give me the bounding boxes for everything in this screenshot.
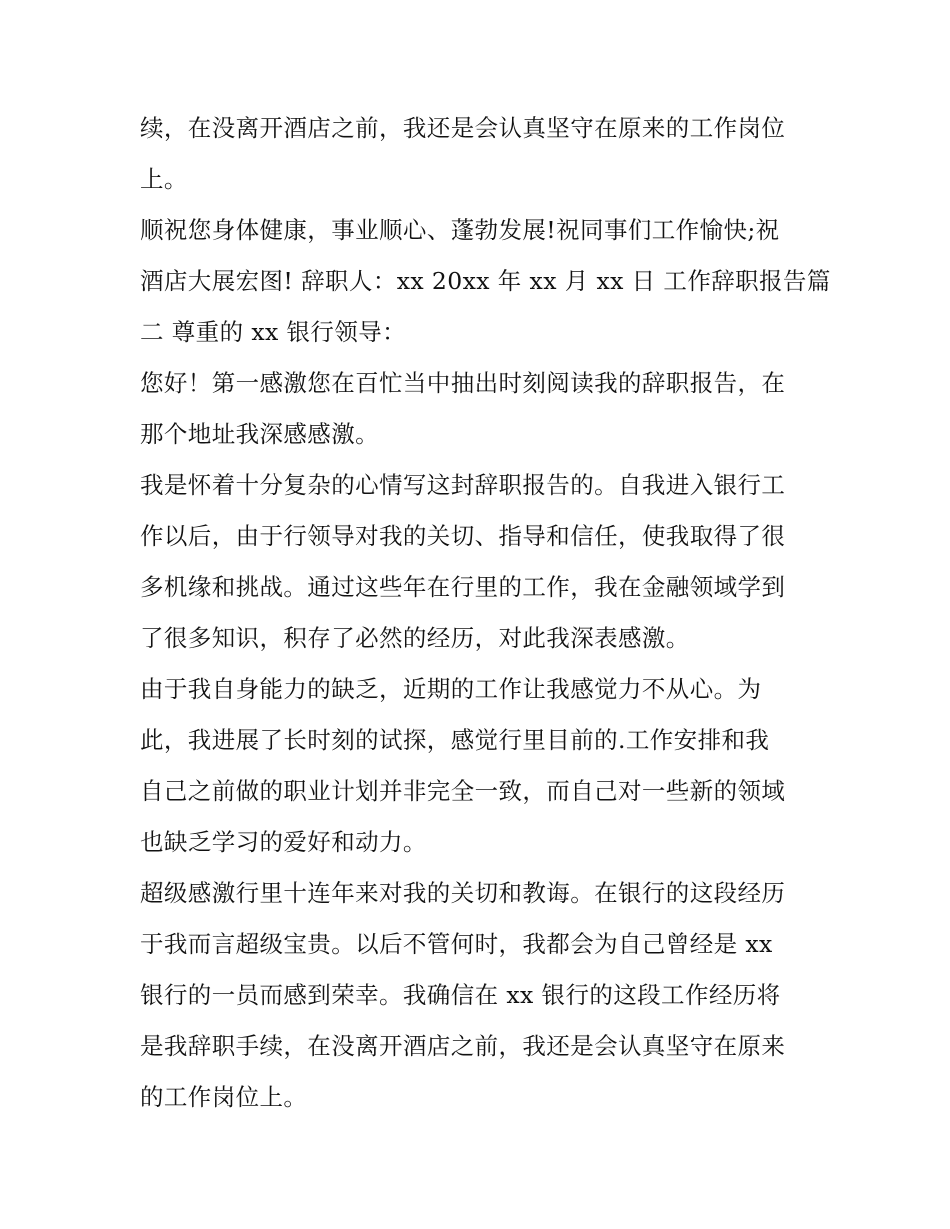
text-line: 多机缘和挑战。通过这些年在行里的工作，我在金融领域学到: [140, 573, 786, 601]
text-line: 是我辞职手续，在没离开酒店之前，我还是会认真坚守在原来: [140, 1032, 786, 1060]
text-line: 了很多知识，积存了必然的经历，对此我深表感激。: [140, 624, 690, 652]
text-line: 那个地址我深感感激。: [140, 420, 379, 448]
text-line: 上。: [140, 165, 188, 193]
text-line: 您好！第一感激您在百忙当中抽出时刻阅读我的辞职报告，在: [140, 369, 786, 397]
text-line: 续，在没离开酒店之前，我还是会认真坚守在原来的工作岗位: [140, 114, 786, 142]
text-line: 的工作岗位上。: [140, 1083, 308, 1111]
text-line: 酒店大展宏图! 辞职人：xx 20xx 年 xx 月 xx 日 工作辞职报告篇: [140, 267, 831, 295]
text-line: 超级感激行里十连年来对我的关切和教诲。在银行的这段经历: [140, 879, 786, 907]
text-line: 二 尊重的 xx 银行领导：: [140, 318, 407, 346]
text-line: 我是怀着十分复杂的心情写这封辞职报告的。自我进入银行工: [140, 471, 786, 499]
text-line: 也缺乏学习的爱好和动力。: [140, 828, 427, 856]
text-line: 此，我进展了长时刻的试探，感觉行里目前的.工作安排和我: [140, 726, 770, 754]
text-line: 作以后，由于行领导对我的关切、指导和信任，使我取得了很: [140, 522, 786, 550]
text-line: 由于我自身能力的缺乏，近期的工作让我感觉力不从心。为: [140, 675, 762, 703]
document-body: [140, 103, 831, 1123]
text-line: 自己之前做的职业计划并非完全一致，而自己对一些新的领域: [140, 777, 786, 805]
text-line: 于我而言超级宝贵。以后不管何时，我都会为自己曾经是 xx: [140, 930, 773, 958]
text-line: 顺祝您身体健康，事业顺心、蓬勃发展!祝同事们工作愉快;祝: [140, 216, 780, 244]
text-line: 银行的一员而感到荣幸。我确信在 xx 银行的这段工作经历将: [140, 981, 781, 1009]
